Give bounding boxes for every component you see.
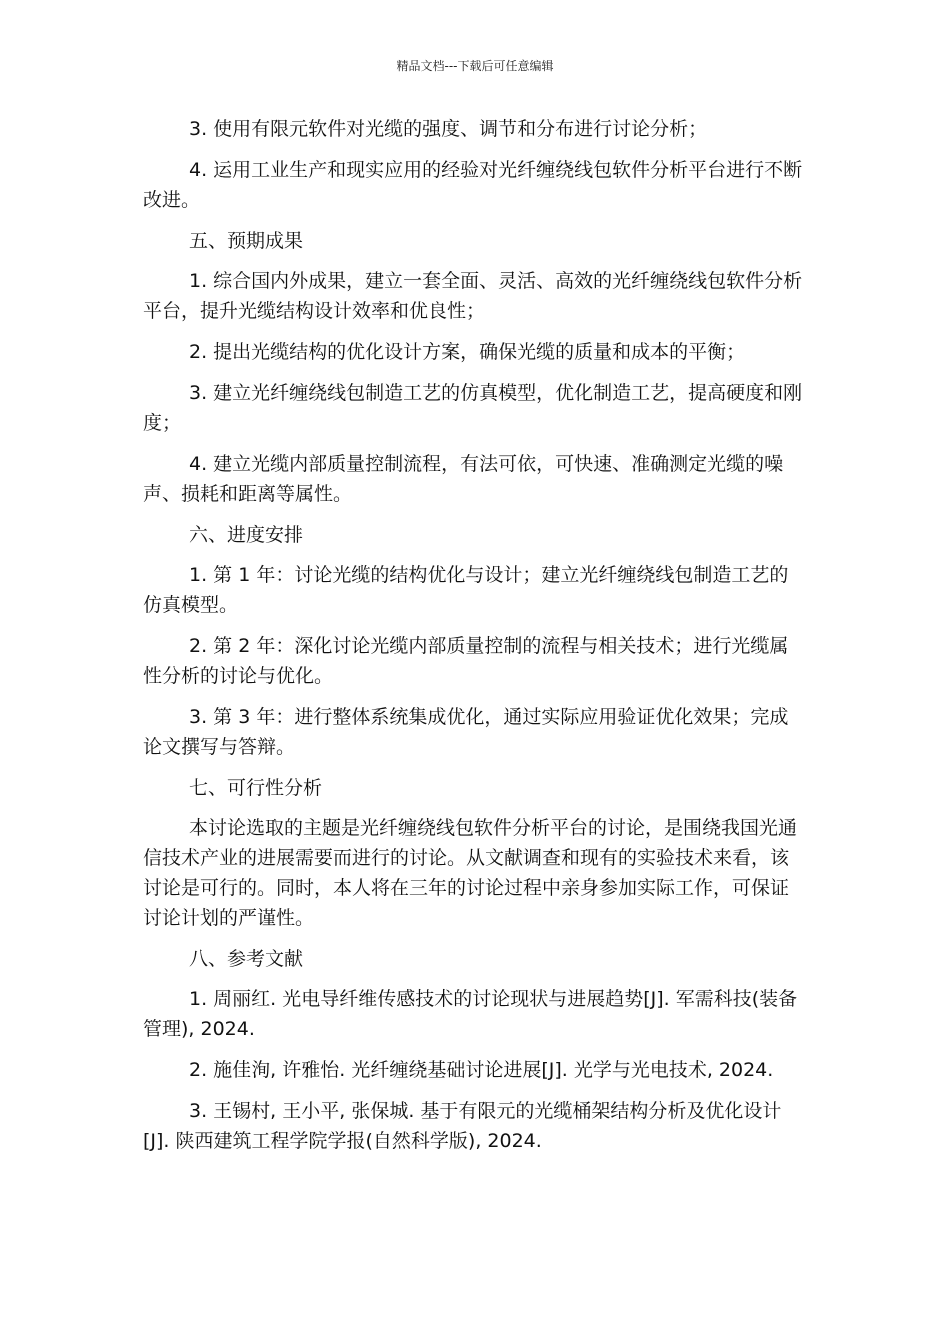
paragraph-schedule-1: 1. 第 1 年：讨论光缆的结构优化与设计；建立光纤缠绕线包制造工艺的仿真模型。	[143, 564, 789, 616]
document-body	[143, 114, 803, 1167]
section-heading-schedule: 六、进度安排	[189, 524, 304, 546]
paragraph-schedule-3: 3. 第 3 年：进行整体系统集成优化，通过实际应用验证优化效果；完成论文撰写与答辩。	[143, 706, 789, 758]
paragraph-result-2: 2. 提出光缆结构的优化设计方案，确保光缆的质量和成本的平衡；	[189, 341, 746, 363]
paragraph-method-3: 3. 使用有限元软件对光缆的强度、调节和分布进行讨论分析；	[189, 118, 708, 140]
reference-item-3: 3. 王锡村, 王小平, 张保城. 基于有限元的光缆桶架结构分析及优化设计[J]. 陕西建筑工程学院学报(自然科学版), 2024.	[143, 1100, 782, 1152]
paragraph-result-1: 1. 综合国内外成果，建立一套全面、灵活、高效的光纤缠绕线包软件分析平台，提升光缆结构设计效率和优良性；	[143, 270, 803, 322]
paragraph-result-3: 3. 建立光纤缠绕线包制造工艺的仿真模型，优化制造工艺，提高硬度和刚度；	[143, 382, 803, 434]
reference-item-1: 1. 周丽红. 光电导纤维传感技术的讨论现状与进展趋势[J]. 军需科技(装备管理), 2024.	[143, 988, 798, 1040]
section-heading-feasibility: 七、可行性分析	[189, 777, 323, 799]
section-heading-expected-results: 五、预期成果	[189, 230, 304, 252]
paragraph-result-4: 4. 建立光缆内部质量控制流程，有法可依，可快速、准确测定光缆的噪声、损耗和距离等属性。	[143, 453, 784, 505]
paragraph-feasibility: 本讨论选取的主题是光纤缠绕线包软件分析平台的讨论，是围绕我国光通信技术产业的进展需要而进行的讨论。从文献调查和现有的实验技术来看，该讨论是可行的。同时，本人将在三年的讨论过程中亲身参加实际工作，可保证讨论计划的严谨性。	[143, 817, 798, 929]
section-heading-references: 八、参考文献	[189, 948, 304, 970]
reference-item-2: 2. 施佳洵, 许雅怡. 光纤缠绕基础讨论进展[J]. 光学与光电技术, 2024.	[189, 1059, 774, 1081]
paragraph-method-4: 4. 运用工业生产和现实应用的经验对光纤缠绕线包软件分析平台进行不断改进。	[143, 159, 803, 211]
paragraph-schedule-2: 2. 第 2 年：深化讨论光缆内部质量控制的流程与相关技术；进行光缆属性分析的讨论与优化。	[143, 635, 789, 687]
page-header: 精品文档---下载后可任意编辑	[396, 59, 554, 73]
